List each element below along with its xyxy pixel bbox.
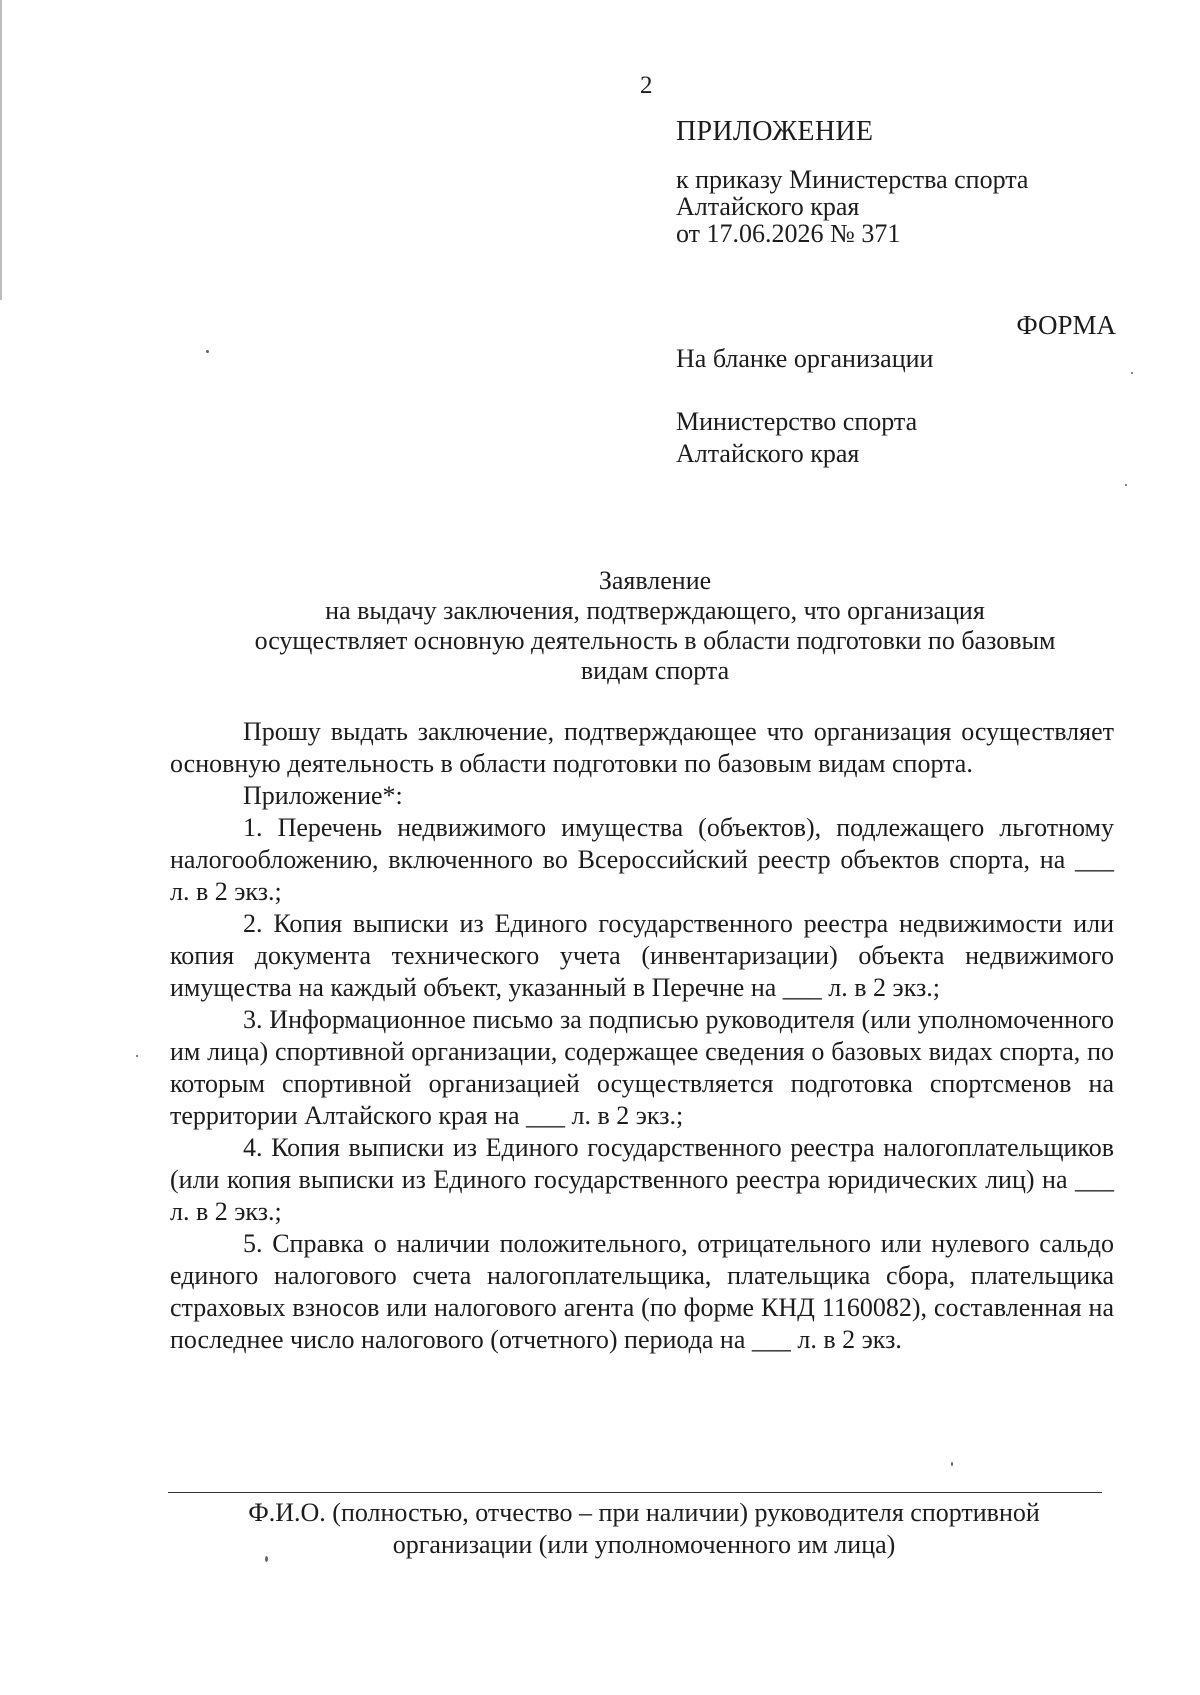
addressee-line: Алтайского края — [676, 439, 860, 468]
page-number: 2 — [640, 72, 653, 99]
attachments-label: Приложение*: — [243, 781, 403, 810]
order-reference-line: к приказу Министерства спорта — [676, 165, 1029, 194]
scan-speck — [1125, 484, 1127, 486]
signature-caption-line: Ф.И.О. (полностью, отчество – при наличии) руководителя спортивной — [248, 1498, 1040, 1527]
signature-caption — [170, 1497, 1118, 1561]
addressee — [676, 406, 917, 470]
scan-edge-shadow — [0, 0, 2, 300]
attachment-item-1: 1. Перечень недвижимого имущества (объектов), подлежащего льготному налогообложению, включенного во Всероссийский реестр объектов спорта, на ___ л. в 2 экз.; — [170, 813, 1114, 906]
attachment-item-5: 5. Справка о наличии положительного, отрицательного или нулевого сальдо единого налогового счета налогоплательщика, плательщика сбора, плательщика страховых взносов или налогового агента (по форме КНД 1160082), составленная на последнее число налогового (отчетного) периода на ___ л. в 2 экз. — [170, 1229, 1114, 1354]
scan-speck — [951, 1462, 953, 1466]
request-paragraph: Прошу выдать заключение, подтверждающее что организация осуществляет основную деятельность в области подготовки по базовым видам спорта. — [170, 717, 1114, 778]
addressee-line: Министерство спорта — [676, 407, 918, 436]
signature-line — [168, 1492, 1102, 1493]
title-line: осуществляет основную деятельность в области подготовки по базовым — [254, 626, 1056, 655]
attachment-item-2: 2. Копия выписки из Единого государственного реестра недвижимости или копия документа технического учета (инвентаризации) объекта недвижимого имущества на каждый объект, указанный в Перечне на ___ л. в 2 экз.; — [170, 909, 1114, 1002]
document-body — [170, 716, 1114, 1356]
form-label: ФОРМА — [1016, 310, 1116, 340]
order-reference-line: от 17.06.2026 № 371 — [676, 219, 901, 248]
document-title — [170, 566, 1140, 686]
scan-speck — [265, 1556, 268, 1562]
appendix-title: ПРИЛОЖЕНИЕ — [676, 116, 874, 147]
scan-speck — [136, 1055, 138, 1057]
attachment-item-3: 3. Информационное письмо за подписью руководителя (или уполномоченного им лица) спортивной организации, содержащее сведения о базовых видах спорта, по которым спортивной организацией осуществляется подготовка спортсменов на территории Алтайского края на ___ л. в 2 экз.; — [170, 1005, 1114, 1130]
signature-caption-line: организации (или уполномоченного им лица) — [392, 1530, 896, 1559]
blank-note: На бланке организации — [676, 344, 934, 373]
order-reference — [676, 166, 1028, 247]
attachment-item-4: 4. Копия выписки из Единого государственного реестра налогоплательщиков (или копия выписки из Единого государственного реестра юридических лиц) на ___ л. в 2 экз.; — [170, 1133, 1114, 1226]
scan-speck — [206, 350, 209, 353]
order-reference-line: Алтайского края — [676, 192, 860, 221]
title-line: видам спорта — [580, 656, 730, 685]
scan-speck — [1131, 372, 1133, 374]
title-line: на выдачу заключения, подтверждающего, что организация — [325, 596, 985, 625]
title-line: Заявление — [598, 566, 712, 595]
